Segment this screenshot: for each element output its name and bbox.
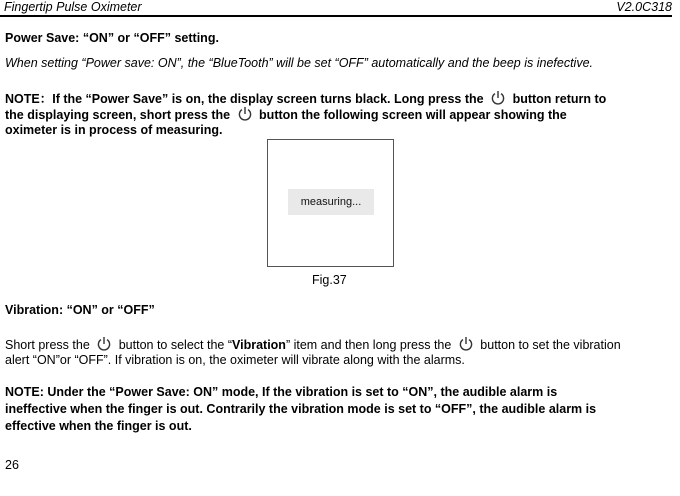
vibration-note-line2: ineffective when the finger is out. Contrarily the vibration mode is set to “OFF”, the audible alarm is bbox=[5, 402, 597, 416]
vibration-text-1a: Short press the bbox=[5, 338, 90, 352]
measuring-label: measuring... bbox=[288, 189, 374, 215]
vibration-item-label: Vibration bbox=[232, 338, 286, 352]
header-title: Fingertip Pulse Oximeter bbox=[4, 0, 142, 14]
vibration-line1 bbox=[5, 336, 621, 353]
note-text-1a: NOTE：If the “Power Save” is on, the display screen turns black. Long press the bbox=[5, 92, 484, 106]
note-text-2a: the displaying screen, short press the bbox=[5, 108, 231, 122]
vibration-note-line3: effective when the finger is out. bbox=[5, 419, 192, 433]
power-icon bbox=[490, 90, 506, 106]
note-text-1b: button return to bbox=[512, 92, 607, 106]
power-icon bbox=[458, 336, 474, 352]
power-save-note: When setting “Power save: ON”, the “BlueTooth” will be set “OFF” automatically and the beep is inefective. bbox=[5, 56, 593, 70]
vibration-text-1b: button to select the “ bbox=[118, 338, 232, 352]
power-icon bbox=[237, 106, 253, 122]
vibration-heading: Vibration: “ON” or “OFF” bbox=[5, 303, 155, 317]
page-number: 26 bbox=[5, 458, 19, 472]
power-save-heading: Power Save: “ON” or “OFF” setting. bbox=[5, 31, 219, 45]
power-save-note-line3: oximeter is in process of measuring. bbox=[5, 123, 223, 137]
power-icon bbox=[96, 336, 112, 352]
note-text-2b: button the following screen will appear showing the bbox=[259, 108, 567, 122]
vibration-text-1c: ” item and then long press the bbox=[285, 338, 452, 352]
vibration-note-line1: NOTE: Under the “Power Save: ON” mode, If the vibration is set to “ON”, the audible alarm is bbox=[5, 385, 558, 399]
figure-caption: Fig.37 bbox=[312, 273, 347, 287]
vibration-line2: alert “ON”or “OFF”. If vibration is on, the oximeter will vibrate along with the alarms. bbox=[5, 353, 465, 367]
page-header bbox=[0, 0, 672, 17]
measuring-screen-figure bbox=[267, 139, 394, 267]
vibration-text-1d: button to set the vibration bbox=[480, 338, 621, 352]
power-save-note-line1 bbox=[5, 90, 606, 107]
power-save-note-line2 bbox=[5, 106, 567, 123]
header-version: V2.0C318 bbox=[616, 0, 672, 14]
